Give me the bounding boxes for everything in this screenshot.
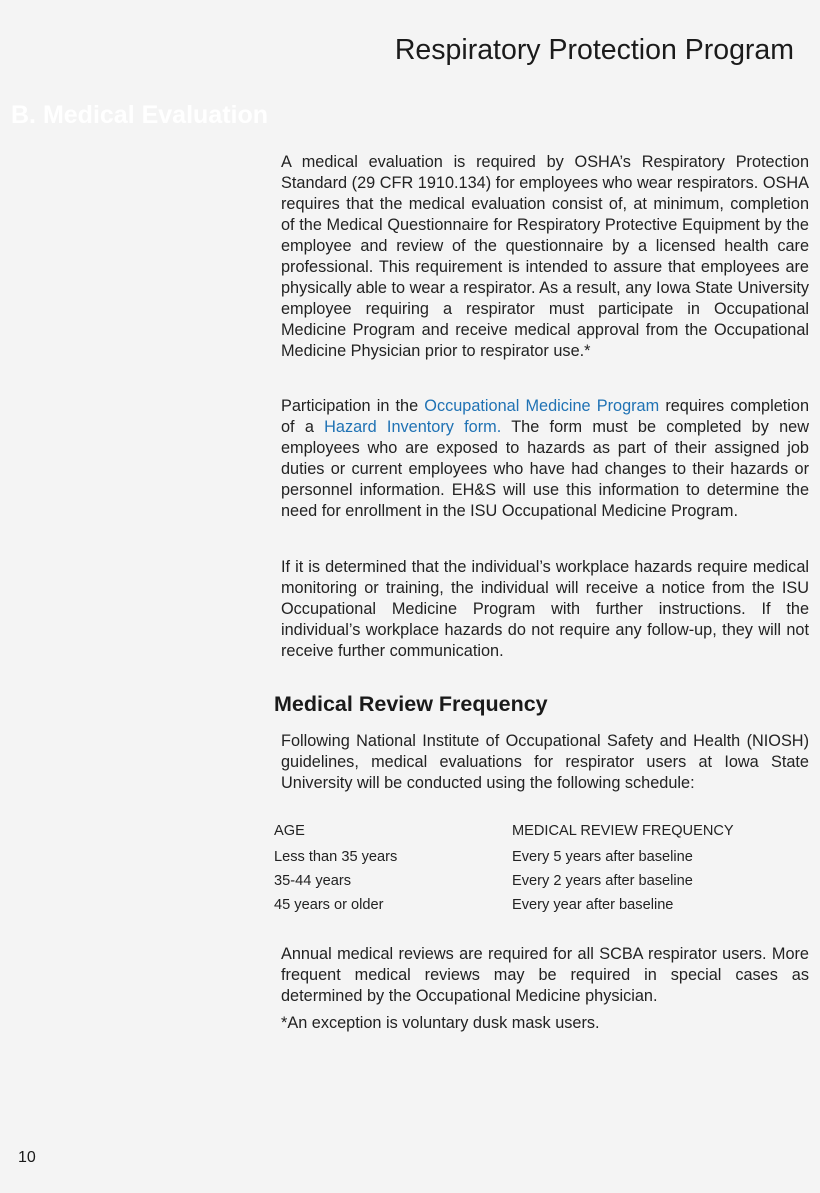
frequency-cell: Every year after baseline: [512, 897, 674, 913]
participation-text-start: Participation in the: [281, 397, 425, 415]
frequency-cell: Every 2 years after baseline: [512, 873, 693, 889]
hazard-inventory-form-link[interactable]: Hazard Inventory form.: [324, 418, 502, 436]
occupational-medicine-program-link[interactable]: Occupational Medicine Program: [424, 397, 660, 415]
annual-review-paragraph: Annual medical reviews are required for all SCBA respirator users. More frequent medical reviews may be required in special cases as determined by the Occupational Medicine physician.: [281, 945, 809, 1005]
table-row: [274, 893, 809, 917]
age-cell: 45 years or older: [274, 897, 384, 913]
document-title: Respiratory Protection Program: [394, 34, 794, 66]
participation-text-end: The form must be completed by new employees who are exposed to hazards as part of their assigned job duties or current employees who have had changes to their hazards or personnel information. EH&S will use this information to determine the need for enrollment in the ISU Occupational Medicine Program.: [281, 418, 809, 520]
table-row: [274, 869, 809, 893]
participation-paragraph: [281, 396, 809, 522]
workplace-hazards-paragraph: If it is determined that the individual’s workplace hazards require medical monitoring or training, the individual will receive a notice from the ISU Occupational Medicine Program with further instructions. If the individual’s workplace hazards do not require any follow-up, they will not receive further communication.: [281, 558, 809, 660]
medical-evaluation-paragraph: A medical evaluation is required by OSHA’s Respiratory Protection Standard (29 CFR 1910.134) for employees who wear respirators. OSHA requires that the medical evaluation consist of, at minimum, completion of the Medical Questionnaire for Respiratory Protective Equipment by the employee and review of the questionnaire by a licensed health care professional. This requirement is intended to assure that employees are physically able to wear a respirator. As a result, any Iowa State University employee requiring a respirator must participate in Occupational Medicine Program and receive medical approval from the Occupational Medicine Physician prior to respirator use.*: [281, 153, 809, 360]
footnote: *An exception is voluntary dusk mask users.: [281, 1014, 600, 1032]
review-frequency-heading: Medical Review Frequency: [274, 692, 548, 716]
niosh-guidelines-paragraph: Following National Institute of Occupational Safety and Health (NIOSH) guidelines, medical evaluations for respirator users at Iowa State University will be conducted using the following schedule:: [281, 732, 809, 792]
table-row: [274, 845, 809, 869]
page-number: 10: [18, 1149, 36, 1166]
age-cell: Less than 35 years: [274, 849, 398, 865]
section-heading: B. Medical Evaluation: [11, 101, 269, 129]
age-cell: 35-44 years: [274, 873, 352, 889]
frequency-cell: Every 5 years after baseline: [512, 849, 693, 865]
frequency-column-header: MEDICAL REVIEW FREQUENCY: [512, 823, 734, 839]
review-schedule-table: [274, 820, 809, 917]
age-column-header: AGE: [274, 823, 305, 839]
table-header-row: [274, 820, 809, 842]
participation-text-middle: requires completion of a: [281, 397, 810, 436]
